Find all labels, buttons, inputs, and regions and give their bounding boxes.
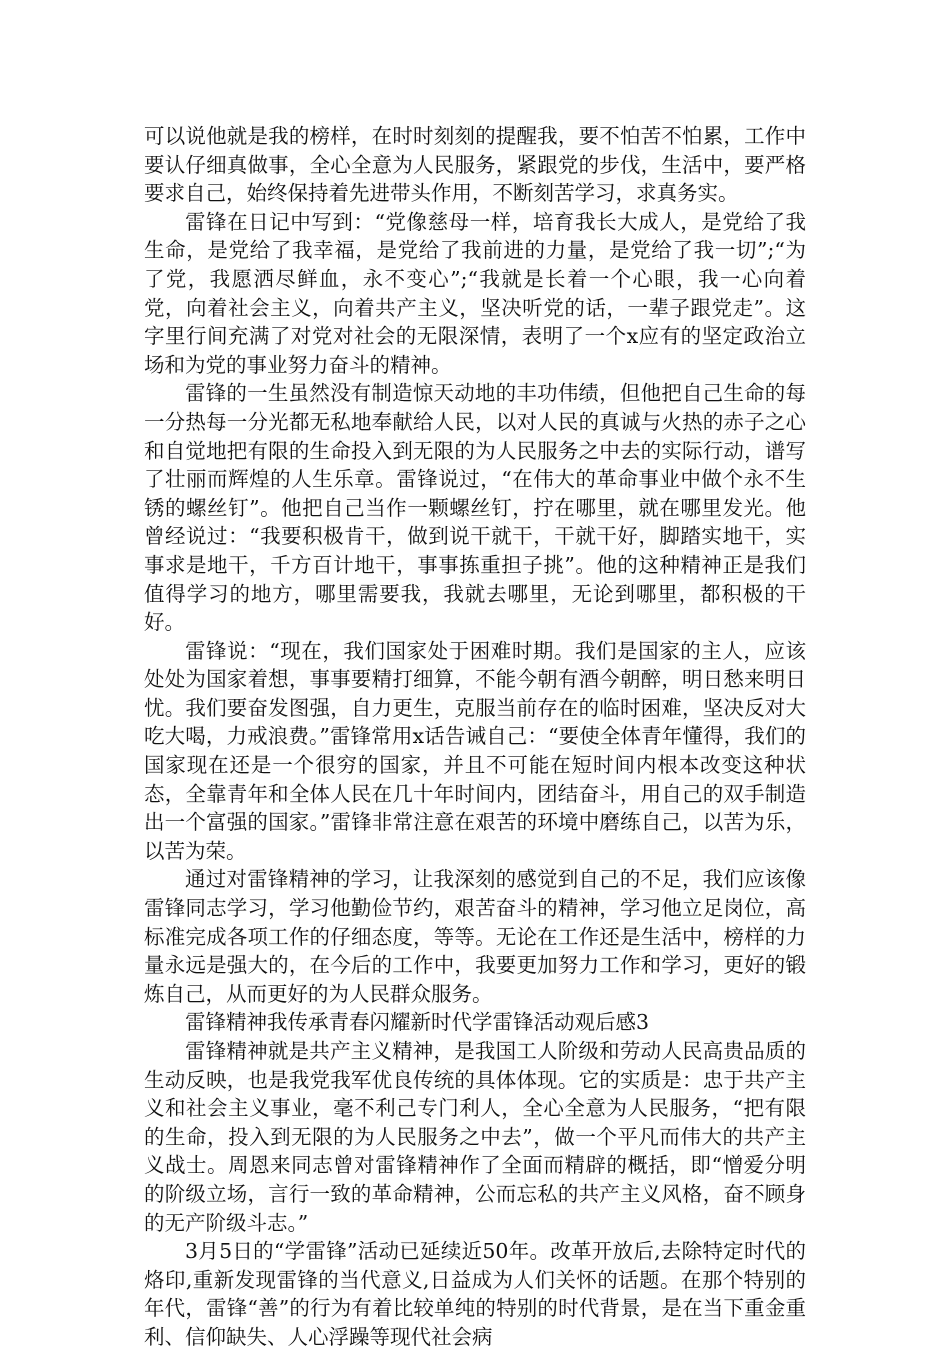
paragraph-2: 雷锋在日记中写到：“党像慈母一样，培育我长大成人，是党给了我生命，是党给了我幸福，是党给了我前进的力量，是党给了我一切”;“为了党，我愿洒尽鲜血，永不变心”;“我就是长着一个心眼，我一心向着党，向着社会主义，向着共产主义，坚决听党的话，一辈子跟党走”。这字里行间充满了对党对社会的无限深情，表明了一个x应有的坚定政治立场和为党的事业努力奋斗的精神。	[144, 209, 806, 377]
paragraph-5: 通过对雷锋精神的学习，让我深刻的感觉到自己的不足，我们应该像雷锋同志学习，学习他勤俭节约，艰苦奋斗的精神，学习他立足岗位，高标准完成各项工作的仔细态度，等等。无论在工作还是生活中，榜样的力量永远是强大的，在今后的工作中，我要更加努力工作和学习，更好的锻炼自己，从而更好的为人民群众服务。	[144, 867, 806, 1006]
document-body	[144, 122, 806, 1352]
paragraph-4: 雷锋说：“现在，我们国家处于困难时期。我们是国家的主人，应该处处为国家着想，事事要精打细算，不能今朝有酒今朝醉，明日愁来明日忧。我们要奋发图强，自力更生，克服当前存在的临时困难，坚决反对大吃大喝，力戒浪费。”雷锋常用x话告诫自己：“要使全体青年懂得，我们的国家现在还是一个很穷的国家，并且不可能在短时间内根本改变这种状态，全靠青年和全体人民在几十年时间内，团结奋斗，用自己的双手制造出一个富强的国家。”雷锋非常注意在艰苦的环境中磨练自己，以苦为乐，以苦为荣。	[144, 638, 806, 863]
paragraph-6: 雷锋精神就是共产主义精神，是我国工人阶级和劳动人民高贵品质的生动反映，也是我党我军优良传统的具体体现。它的实质是：忠于共产主义和社会主义事业，毫不利己专门利人，全心全意为人民服务，“把有限的生命，投入到无限的为人民服务之中去”，做一个平凡而伟大的共产主义战士。周恩来同志曾对雷锋精神作了全面而精辟的概括，即“憎爱分明的阶级立场，言行一致的革命精神，公而忘私的共产主义风格，奋不顾身的无产阶级斗志。”	[144, 1039, 806, 1235]
paragraph-7: 3月5日的“学雷锋”活动已延续近50年。改革开放后,去除特定时代的烙印,重新发现雷锋的当代意义,日益成为人们关怀的话题。在那个特别的年代，雷锋“善”的行为有着比较单纯的特别的时代背景，是在当下重金重利、信仰缺失、人心浮躁等现代社会病	[144, 1239, 806, 1349]
paragraph-3: 雷锋的一生虽然没有制造惊天动地的丰功伟绩，但他把自己生命的每一分热每一分光都无私地奉献给人民，以对人民的真诚与火热的赤子之心和自觉地把有限的生命投入到无限的为人民服务之中去的实际行动，谱写了壮丽而辉煌的人生乐章。雷锋说过，“在伟大的革命事业中做个永不生锈的螺丝钉”。他把自己当作一颗螺丝钉，拧在哪里，就在哪里发光。他曾经说过：“我要积极肯干，做到说干就干，干就干好，脚踏实地干，实事求是地干，千方百计地干，事事拣重担子挑”。他的这种精神正是我们值得学习的地方，哪里需要我，我就去哪里，无论到哪里，都积极的干好。	[144, 381, 806, 635]
section-title: 雷锋精神我传承青春闪耀新时代学雷锋活动观后感3	[185, 1010, 650, 1035]
paragraph-1: 可以说他就是我的榜样，在时时刻刻的提醒我，要不怕苦不怕累，工作中要认仔细真做事，全心全意为人民服务，紧跟党的步伐，生活中，要严格要求自己，始终保持着先进带头作用，不断刻苦学习，求真务实。	[144, 124, 806, 206]
